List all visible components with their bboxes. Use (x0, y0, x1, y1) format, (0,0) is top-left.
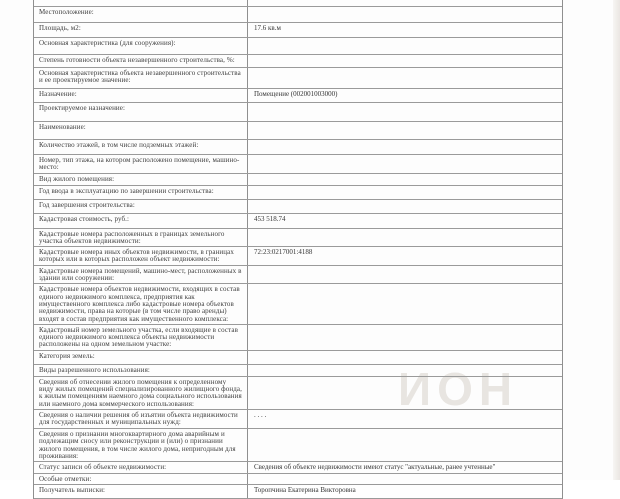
table-row (34, 284, 562, 324)
row-value (248, 229, 562, 247)
table-row (34, 214, 562, 229)
table-row (34, 68, 562, 89)
row-value (248, 68, 562, 88)
row-value: 17.6 кв.м (254, 24, 281, 32)
row-value (248, 155, 562, 173)
table-row (34, 0, 562, 7)
row-label: Кадастровый номер земельного участка, если входящие в состав единого недвижимого комплекса объекты недвижимости расположены на одном земельном участке: (34, 325, 248, 350)
row-label: Номер, тип этажа, на котором расположено помещение, машино-место: (34, 155, 248, 173)
table-row (34, 140, 562, 155)
row-value (248, 122, 562, 139)
table-row (34, 229, 562, 248)
row-label: Кадастровые номера объектов недвижимости, входящих в состав единого недвижимого комплекса, предприятия как имущественного комплекса либо кадастровые номера объектов недвижимости, права на которые (в том числе право аренды) входят в состав предприятия как имущественного комплекса: (34, 284, 248, 323)
table-row (34, 89, 562, 103)
row-value (248, 140, 562, 154)
table-row (34, 462, 562, 473)
row-value (248, 365, 562, 376)
table-row (34, 174, 562, 186)
row-label: Статус записи об объекте недвижимости: (34, 462, 248, 472)
row-label: Сведения о признании многоквартирного дома аварийным и подлежащим сносу или реконструкции и (или) о признании жилого помещения, в том числе жилого дома, непригодным для проживания: (34, 429, 248, 461)
row-value (248, 0, 562, 6)
table-row (34, 155, 562, 174)
table-row (34, 247, 562, 266)
table-row (34, 377, 562, 410)
row-label: Количество этажей, в том числе подземных этажей: (34, 140, 248, 154)
row-value: 453 518.74 (254, 214, 286, 223)
table-row (34, 23, 562, 38)
attributes-table (33, 0, 563, 499)
row-label: Кадастровые номера расположенных в границах земельного участка объектов недвижимости: (34, 229, 248, 247)
row-label: Вид жилого помещения: (34, 174, 248, 185)
table-row (34, 122, 562, 140)
row-label: Площадь, м2: (34, 23, 248, 37)
row-label: Кадастровые номера помещений, машино-мест, расположенных в здании или сооружении: (34, 266, 248, 284)
row-value: Помещение (002001003000) (254, 90, 338, 98)
row-label: Основная характеристика объекта незавершенного строительства и ее проектируемое значение: (34, 68, 248, 88)
row-label: Местоположение: (34, 7, 248, 22)
table-row (34, 7, 562, 23)
row-label: Кадастровые номера иных объектов недвижимости, в границах которых или в которых расположен объект недвижимости: (34, 247, 248, 265)
watermark-text: ИОН (398, 363, 519, 415)
table-row (34, 351, 562, 365)
row-value (248, 351, 562, 364)
row-label: Год завершения строительства: (34, 200, 248, 213)
row-label: Виды разрешенного использования: (34, 365, 248, 376)
table-row (34, 474, 562, 485)
row-value (248, 38, 562, 54)
table-row (34, 266, 562, 285)
row-value (248, 186, 562, 199)
row-value (248, 7, 562, 22)
row-label: Год ввода в эксплуатацию по завершении строительства: (34, 186, 248, 199)
row-label: Назначение: (34, 89, 248, 102)
page-edge-shadow (613, 0, 620, 480)
row-value: 72:23:0217001:4188 (254, 248, 313, 257)
row-value (248, 474, 562, 484)
row-value (248, 174, 562, 185)
table-row (34, 429, 562, 462)
row-label (34, 0, 248, 6)
row-label: Особые отметки: (34, 474, 248, 484)
row-value (248, 266, 562, 284)
row-label: Категория земель: (34, 351, 248, 364)
table-row (34, 410, 562, 429)
row-value (248, 103, 562, 121)
row-label: Проектируемое назначение: (34, 103, 248, 121)
table-row (34, 55, 562, 68)
row-label: Сведения о наличии решения об изъятии объекта недвижимости для государственных и муниципальных нужд: (34, 410, 248, 428)
table-row (34, 200, 562, 214)
table-row (34, 38, 562, 55)
table-row (34, 485, 562, 499)
row-value (248, 284, 562, 323)
table-row (34, 325, 562, 351)
row-value (248, 55, 562, 67)
row-label: Сведения об отнесении жилого помещения к определенному виду жилых помещений специализированного жилищного фонда, к жилым помещениям наемного дома социального использования или наемного дома коммерческого использования: (34, 377, 248, 409)
row-label: Получатель выписки: (34, 485, 248, 498)
row-value (248, 429, 562, 461)
table-row (34, 186, 562, 200)
row-value: Сведения об объекте недвижимости имеют статус "актуальные, ранее учтенные" (254, 463, 496, 472)
row-value: Торопчина Екатерина Викторовна (254, 485, 356, 494)
row-value: . . . . (254, 411, 267, 420)
row-label: Кадастровая стоимость, руб.: (34, 214, 248, 228)
row-label: Степень готовности объекта незавершенного строительства, %: (34, 55, 248, 67)
row-value (248, 325, 562, 350)
row-label: Основная характеристика (для сооружения): (34, 38, 248, 54)
table-row (34, 103, 562, 122)
row-value (248, 200, 562, 213)
row-label: Наименование: (34, 122, 248, 139)
table-row (34, 365, 562, 377)
row-value (248, 377, 562, 409)
